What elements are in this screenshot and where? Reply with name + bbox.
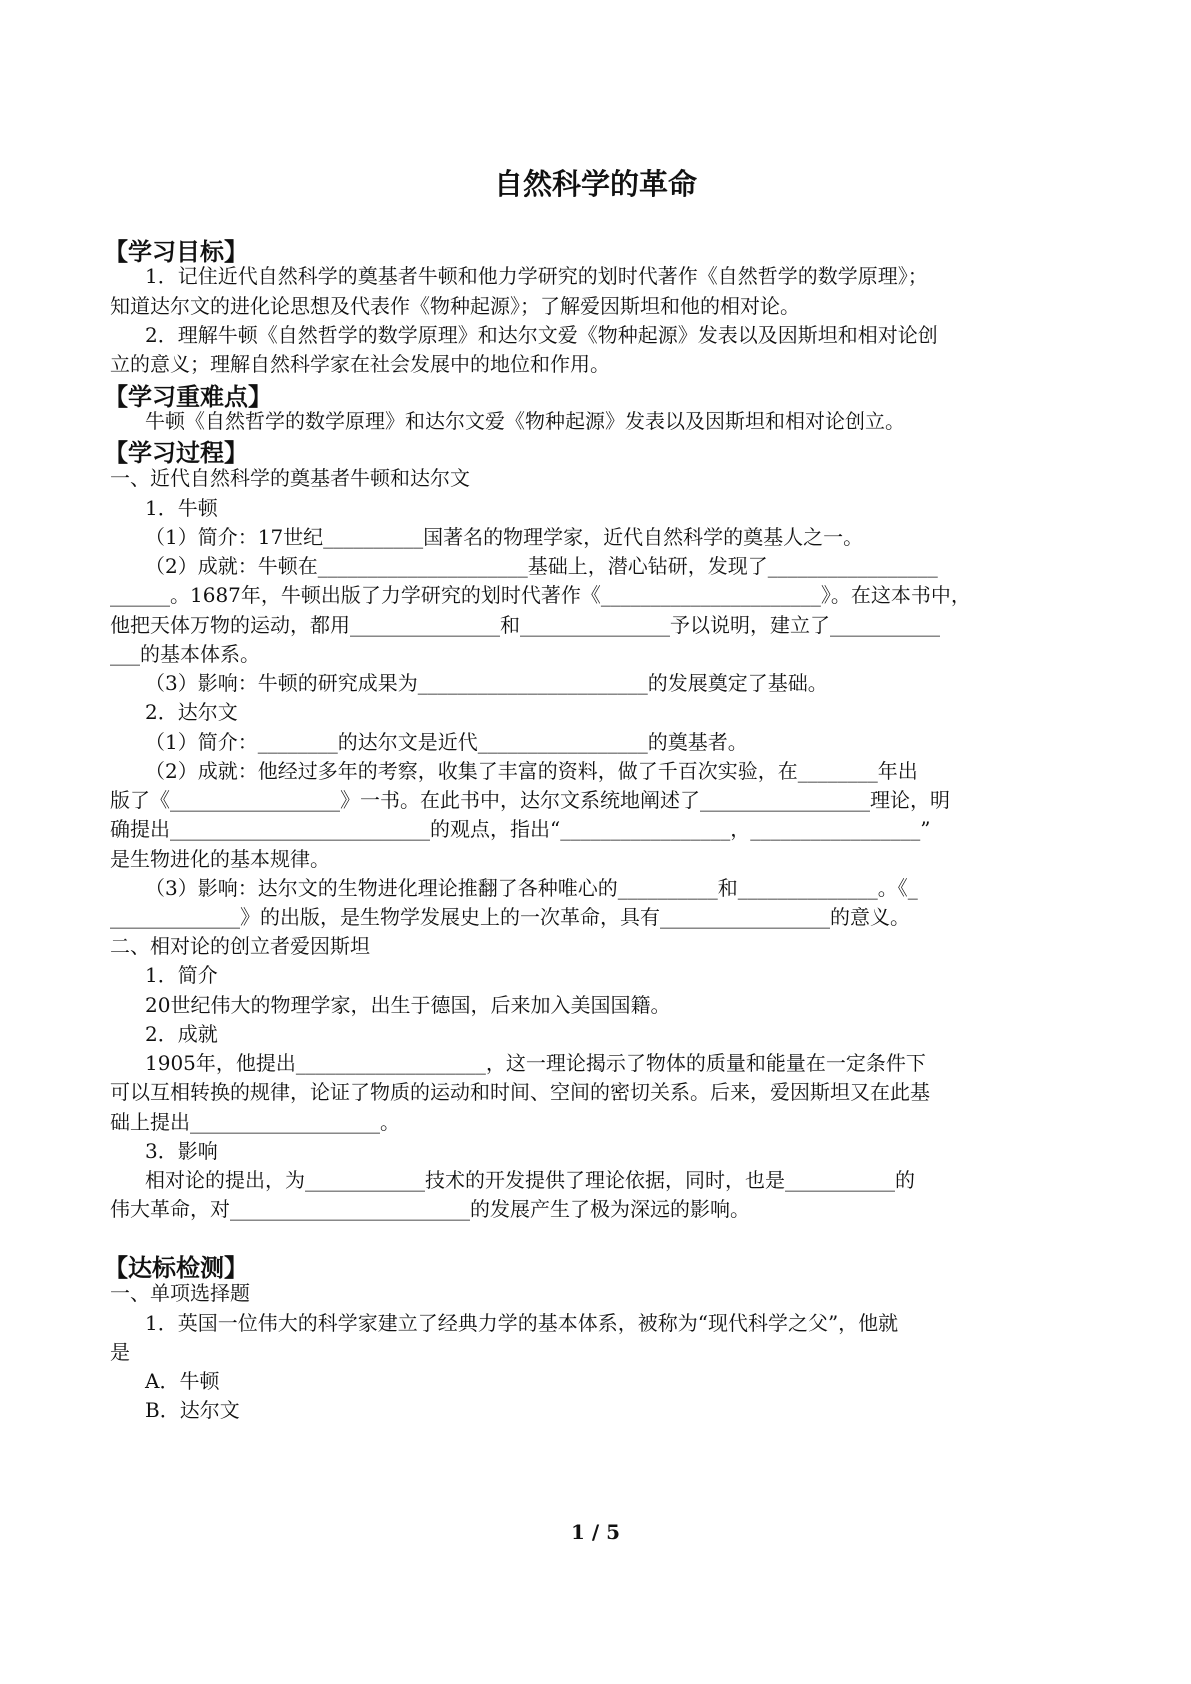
paragraph-line: 知道达尔文的进化论思想及代表作《物种起源》；了解爱因斯坦和他的相对论。 (110, 294, 800, 318)
paragraph-line: 伟大革命，对________________________的发展产生了极为深远的影响。 (110, 1197, 750, 1221)
subsection-heading: 1．简介 (145, 963, 218, 987)
subsection-heading: 1．牛顿 (145, 496, 218, 520)
paragraph-line: 牛顿《自然哲学的数学原理》和达尔文爱《物种起源》发表以及因斯坦和相对论创立。 (145, 409, 905, 433)
subsection-heading: 2．达尔文 (145, 700, 238, 724)
section-heading: 二、相对论的创立者爱因斯坦 (110, 934, 370, 958)
question-line: 1．英国一位伟大的科学家建立了经典力学的基本体系，被称为“现代科学之父”，他就 (145, 1311, 899, 1335)
paragraph-line: 是生物进化的基本规律。 (110, 847, 330, 871)
heading-objectives: 【学习目标】 (104, 238, 248, 266)
heading-process: 【学习过程】 (104, 439, 248, 467)
paragraph-line: 20世纪伟大的物理学家，出生于德国，后来加入美国国籍。 (145, 993, 671, 1017)
page-number: 1 / 5 (570, 1520, 621, 1544)
heading-key-points: 【学习重难点】 (104, 383, 272, 411)
paragraph-line: （3）影响：牛顿的研究成果为_______________________的发展奠定了基础。 (145, 671, 828, 695)
paragraph-line: _____________》的出版，是生物学发展史上的一次革命，具有_________________的意义。 (110, 905, 910, 929)
answer-option: B．达尔文 (145, 1398, 240, 1422)
paragraph-line: 1．记住近代自然科学的奠基者牛顿和他力学研究的划时代著作《自然哲学的数学原理》； (145, 264, 928, 288)
answer-option: A．牛顿 (145, 1369, 220, 1393)
paragraph-line: 版了《_________________》一书。在此书中，达尔文系统地阐述了_________________理论，明 (110, 788, 950, 812)
paragraph-line: ___的基本体系。 (110, 642, 260, 666)
question-line: 是 (110, 1340, 130, 1364)
paragraph-line: 2．理解牛顿《自然哲学的数学原理》和达尔文爱《物种起源》发表以及因斯坦和相对论创 (145, 323, 938, 347)
paragraph-line: （3）影响：达尔文的生物进化理论推翻了各种唯心的__________和______________。《_ (145, 876, 918, 900)
paragraph-line: （1）简介：________的达尔文是近代_________________的奠基者。 (145, 730, 748, 754)
paragraph-line: （2）成就：牛顿在_____________________基础上，潜心钻研，发现了_________________ (145, 554, 938, 578)
paragraph-line: 确提出__________________________的观点，指出“_________________，_________________” (110, 817, 931, 841)
paragraph-line: （2）成就：他经过多年的考察，收集了丰富的资料，做了千百次实验，在________年出 (145, 759, 918, 783)
paragraph-line: 1905年，他提出___________________，这一理论揭示了物体的质量和能量在一定条件下 (145, 1051, 926, 1075)
subsection-heading: 3．影响 (145, 1139, 218, 1163)
paragraph-line: 础上提出___________________。 (110, 1110, 400, 1134)
paragraph-line: ______。1687年，牛顿出版了力学研究的划时代著作《______________________》。在这本书中， (110, 583, 971, 607)
heading-assessment: 【达标检测】 (104, 1254, 248, 1282)
paragraph-line: 相对论的提出，为____________技术的开发提供了理论依据，同时，也是___________的 (145, 1168, 915, 1192)
paragraph-line: 他把天体万物的运动，都用_______________和_______________予以说明，建立了___________ (110, 613, 940, 637)
subsection-heading: 2．成就 (145, 1022, 218, 1046)
paragraph-line: 可以互相转换的规律，论证了物质的运动和时间、空间的密切关系。后来，爱因斯坦又在此基 (110, 1080, 930, 1104)
paragraph-line: 立的意义；理解自然科学家在社会发展中的地位和作用。 (110, 352, 610, 376)
page-title: 自然科学的革命 (493, 167, 697, 201)
section-heading: 一、近代自然科学的奠基者牛顿和达尔文 (110, 466, 470, 490)
paragraph-line: （1）简介：17世纪__________国著名的物理学家，近代自然科学的奠基人之一。 (145, 525, 864, 549)
section-heading: 一、单项选择题 (110, 1281, 250, 1305)
